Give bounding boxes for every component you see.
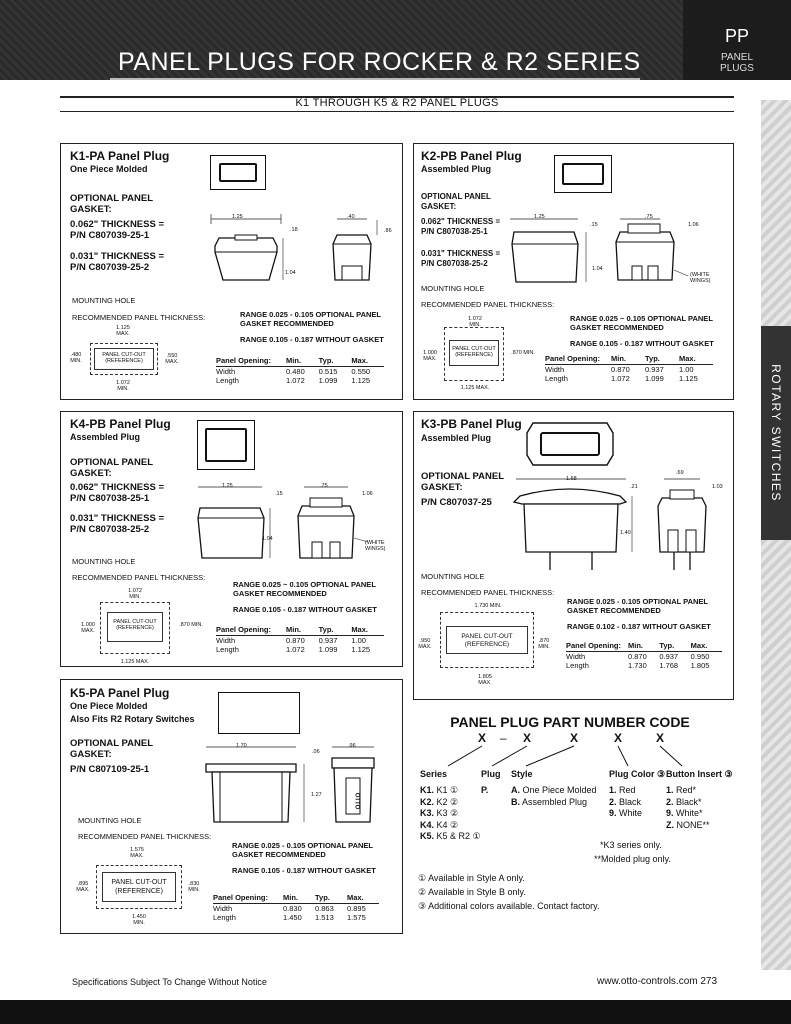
- insert-list: [666, 785, 710, 831]
- k3-part-number: P/N C807037-25: [421, 497, 492, 508]
- k2-subtitle: Assembled Plug: [421, 164, 492, 174]
- k3-dim-depth: .69: [676, 470, 684, 476]
- k1-subtitle: One Piece Molded: [70, 164, 148, 174]
- k2-gasket-label: OPTIONAL PANEL GASKET:: [421, 192, 491, 211]
- k2-title: K2-PB Panel Plug: [421, 149, 522, 163]
- k2-white-wings: (WHITE WINGS): [690, 272, 711, 284]
- k5-range-gasket: RANGE 0.025 - 0.105 OPTIONAL PANEL GASKET RECOMMENDED: [232, 841, 374, 859]
- k4-white-wings: (WHITE WINGS): [365, 540, 386, 552]
- k4-dim-depth: .75: [320, 483, 328, 489]
- code-pos-plug: X: [523, 731, 532, 745]
- note-molded-only: **Molded plug only.: [594, 854, 671, 864]
- list-item: K4. K4 ②: [420, 819, 459, 830]
- subhead: K1 THROUGH K5 & R2 PANEL PLUGS: [295, 97, 499, 109]
- k3-side-drawing: [510, 470, 730, 580]
- k5-subtitle-2: Also Fits R2 Rotary Switches: [70, 714, 195, 724]
- k3-dim-height: 1.40: [620, 530, 631, 536]
- k2-dim-width: 1.25: [534, 214, 545, 220]
- k1-dim-height: 1.04: [285, 270, 296, 276]
- k5-subtitle: One Piece Molded: [70, 701, 148, 711]
- k4-title: K4-PB Panel Plug: [70, 417, 171, 431]
- footer-disclaimer: Specifications Subject To Change Without Notice: [72, 977, 267, 987]
- col-insert-header: Button Insert ③: [666, 769, 733, 779]
- k5-dim-width: 1.70: [236, 743, 247, 749]
- k3-range-gasket: RANGE 0.025 - 0.105 OPTIONAL PANEL GASKET RECOMMENDED: [567, 597, 709, 615]
- code-pos-color: X: [614, 731, 623, 745]
- code-pos-style: X: [570, 731, 579, 745]
- k2-dim-side: 1.06: [688, 222, 699, 228]
- k5-spec-table: Panel Opening: Min. Typ. Max. Width 0.830 0.863 0.895 Length 1.450 1.513 1.575: [213, 893, 379, 922]
- k2-cut-bottom: 1.125 MAX.: [460, 385, 490, 391]
- table-row: Width 0.830 0.863 0.895: [213, 904, 366, 913]
- k5-cut-bottom: 1.450 MIN.: [132, 914, 146, 926]
- k2-gasket-option-2: 0.031" THICKNESS = P/N C807038-25-2: [421, 249, 501, 268]
- color-list: [609, 785, 642, 820]
- k2-mounting-hole: MOUNTING HOLE: [421, 284, 485, 293]
- section-tab: [683, 0, 791, 80]
- k1-rec-thickness: RECOMMENDED PANEL THICKNESS:: [72, 313, 206, 322]
- k4-subtitle: Assembled Plug: [70, 432, 141, 442]
- k1-gasket-label: OPTIONAL PANEL GASKET:: [70, 193, 154, 215]
- k4-top-view-inner: [205, 428, 247, 462]
- k2-dim-height: 1.04: [592, 266, 603, 272]
- list-item: A. One Piece Molded: [511, 785, 597, 795]
- table-row: Length 1.450 1.513 1.575: [213, 913, 366, 922]
- k5-cut-top: 1.575 MAX.: [130, 847, 144, 859]
- k2-cutout-label: PANEL CUT-OUT (REFERENCE): [452, 346, 496, 358]
- k4-dim-height: 1.04: [262, 536, 273, 542]
- k5-mounting-hole: MOUNTING HOLE: [78, 816, 142, 825]
- list-item: 9. White: [609, 808, 643, 818]
- k2-gasket-option-1: 0.062" THICKNESS = P/N C807038-25-1: [421, 217, 501, 236]
- k3-cut-bottom: 1.805 MAX.: [478, 674, 492, 686]
- k4-gasket-option-2: 0.031" THICKNESS = P/N C807038-25-2: [70, 513, 164, 535]
- k5-dim-height: 1.27: [311, 792, 322, 798]
- k3-subtitle: Assembled Plug: [421, 433, 492, 443]
- k2-dim-depth: .75: [645, 214, 653, 220]
- k5-side-drawing: [200, 738, 390, 838]
- table-row: Width 0.870 0.937 1.00: [216, 636, 366, 645]
- k4-gasket-label: OPTIONAL PANEL GASKET:: [70, 457, 154, 479]
- bottom-bar: [0, 1000, 791, 1024]
- k4-dim-side: 1.06: [362, 491, 373, 497]
- k3-title: K3-PB Panel Plug: [421, 417, 522, 431]
- k1-top-view-inner: [219, 163, 257, 182]
- code-dash: –: [500, 731, 507, 745]
- k4-dim-flange: .15: [275, 491, 283, 497]
- style-list: [511, 785, 597, 808]
- k1-dim-flange: .18: [290, 227, 298, 233]
- k1-gasket-option-2: 0.031" THICKNESS = P/N C807039-25-2: [70, 251, 164, 273]
- k5-gasket-label: OPTIONAL PANEL GASKET:: [70, 738, 154, 760]
- k4-cut-right: .870 MIN.: [179, 622, 203, 628]
- k1-cut-right: .550 MAX.: [165, 353, 179, 365]
- k1-dim-width: 1.25: [232, 214, 243, 220]
- k2-cut-top: 1.072 MIN.: [468, 316, 482, 328]
- k3-dim-side: 1.03: [712, 484, 723, 490]
- list-item: B. Assembled Plug: [511, 796, 588, 807]
- k5-top-view: [218, 692, 300, 734]
- plug-value: P.: [481, 785, 489, 795]
- k2-top-view-inner: [562, 163, 604, 185]
- k4-cutout-label: PANEL CUT-OUT (REFERENCE): [113, 619, 157, 631]
- table-row: Length 1.730 1.768 1.805: [566, 661, 710, 670]
- list-item: Z. NONE**: [666, 819, 710, 830]
- k3-cut-top: 1.730 MIN.: [474, 603, 502, 609]
- page-header: [0, 0, 791, 80]
- k5-dim-flange: .06: [312, 749, 320, 755]
- section-tab-label: PANEL PLUGS: [720, 52, 754, 74]
- list-item: 9. White*: [666, 808, 703, 818]
- k3-dim-width: 1.68: [566, 476, 577, 482]
- k3-mounting-hole: MOUNTING HOLE: [421, 572, 485, 581]
- code-pos-series: X: [478, 731, 487, 745]
- k3-cut-left: .950 MAX.: [418, 638, 432, 650]
- k2-cut-left: 1.000 MAX.: [423, 350, 437, 362]
- footer-website-page[interactable]: www.otto-controls.com 273: [597, 976, 718, 987]
- k5-cutout-label: PANEL CUT-OUT (REFERENCE): [111, 879, 167, 895]
- code-pos-insert: X: [656, 731, 665, 745]
- k1-side-drawing: [205, 210, 395, 300]
- k1-dim-side: .86: [384, 228, 392, 234]
- k3-dim-flange: .21: [630, 484, 638, 490]
- k3-cut-right: .870 MIN.: [538, 638, 550, 650]
- k4-spec-table: Panel Opening: Min. Typ. Max. Width 0.870 0.937 1.00 Length 1.072 1.099 1.125: [216, 625, 384, 654]
- k5-brand-mark: OTTO: [353, 792, 360, 810]
- k2-rec-thickness: RECOMMENDED PANEL THICKNESS:: [421, 300, 555, 309]
- code-leader-lines: [420, 744, 700, 770]
- k4-gasket-option-1: 0.062" THICKNESS = P/N C807038-25-1: [70, 482, 164, 504]
- k1-range-gasket: RANGE 0.025 - 0.105 OPTIONAL PANEL GASKET RECOMMENDED: [240, 310, 382, 328]
- footnote-2: ② Available in Style B only.: [418, 887, 526, 897]
- k4-rec-thickness: RECOMMENDED PANEL THICKNESS:: [72, 573, 206, 582]
- list-item: 1. Red: [609, 785, 636, 795]
- k1-gasket-option-1: 0.062" THICKNESS = P/N C807039-25-1: [70, 219, 164, 241]
- k5-part-number: P/N C807109-25-1: [70, 764, 150, 775]
- k1-cutout-label: PANEL CUT-OUT (REFERENCE): [102, 352, 146, 364]
- series-list: [420, 785, 481, 843]
- k3-spec-table: Panel Opening: Min. Typ. Max. Width 0.870 0.937 0.950 Length 1.730 1.768 1.805: [566, 641, 722, 670]
- table-row: Length 1.072 1.099 1.125: [216, 645, 371, 654]
- list-item: 2. Black: [609, 796, 642, 807]
- k4-cut-top: 1.072 MIN.: [128, 588, 142, 600]
- table-row: Width 0.870 0.937 1.00: [545, 365, 694, 374]
- k2-range-no-gasket: RANGE 0.105 - 0.187 WITHOUT GASKET: [570, 339, 714, 348]
- k1-dim-depth: .40: [347, 214, 355, 220]
- k2-spec-table: Panel Opening: Min. Typ. Max. Width 0.870 0.937 1.00 Length 1.072 1.099 1.125: [545, 354, 713, 383]
- k4-cut-bottom: 1.125 MAX.: [120, 659, 150, 665]
- k4-cut-left: 1.000 MAX.: [81, 622, 95, 634]
- col-style-header: Style: [511, 769, 533, 779]
- k4-side-drawing: [190, 478, 390, 568]
- k5-cut-right: .830 MIN.: [188, 881, 200, 893]
- col-color-header: Plug Color ③: [609, 769, 666, 779]
- list-item: K2. K2 ②: [420, 796, 459, 807]
- k5-rec-thickness: RECOMMENDED PANEL THICKNESS:: [78, 832, 212, 841]
- k4-range-no-gasket: RANGE 0.105 - 0.187 WITHOUT GASKET: [233, 605, 377, 614]
- k2-dim-flange: .15: [590, 222, 598, 228]
- list-item: K1. K1 ①: [420, 785, 459, 795]
- note-k3-only: *K3 series only.: [600, 840, 662, 850]
- k3-rec-thickness: RECOMMENDED PANEL THICKNESS:: [421, 588, 555, 597]
- footnote-1: ① Available in Style A only.: [418, 873, 525, 883]
- k5-range-no-gasket: RANGE 0.105 - 0.187 WITHOUT GASKET: [232, 866, 376, 875]
- k2-range-gasket: RANGE 0.025 ~ 0.105 OPTIONAL PANEL GASKET RECOMMENDED: [570, 314, 713, 332]
- list-item: K5. K5 & R2 ①: [420, 831, 481, 841]
- k3-top-view: [525, 421, 615, 467]
- k3-range-no-gasket: RANGE 0.102 - 0.187 WITHOUT GASKET: [567, 622, 711, 631]
- k3-gasket-label: OPTIONAL PANEL GASKET:: [421, 471, 505, 493]
- k1-title: K1-PA Panel Plug: [70, 149, 170, 163]
- table-row: Width 0.870 0.937 0.950: [566, 652, 710, 661]
- page-title: PANEL PLUGS FOR ROCKER & R2 SERIES: [118, 48, 641, 76]
- table-row: Width 0.480 0.515 0.550: [216, 367, 371, 376]
- k4-dim-width: 1.25: [222, 483, 233, 489]
- k1-mounting-hole: MOUNTING HOLE: [72, 296, 136, 305]
- col-plug-header: Plug: [481, 769, 501, 779]
- list-item: 1. Red*: [666, 785, 697, 795]
- list-item: 2. Black*: [666, 796, 702, 807]
- k4-range-gasket: RANGE 0.025 ~ 0.105 OPTIONAL PANEL GASKET RECOMMENDED: [233, 580, 376, 598]
- k1-cut-left: .480 MIN.: [70, 352, 82, 364]
- k2-cut-right: .870 MIN.: [511, 350, 535, 356]
- k1-spec-table: Panel Opening: Min. Typ. Max. Width 0.480 0.515 0.550 Length 1.072 1.099 1.125: [216, 356, 384, 385]
- k3-cutout-label: PANEL CUT-OUT (REFERENCE): [461, 633, 513, 648]
- k4-mounting-hole: MOUNTING HOLE: [72, 557, 136, 566]
- k1-cut-top: 1.125 MAX.: [116, 325, 130, 337]
- footnote-3: ③ Additional colors available. Contact factory.: [418, 901, 600, 911]
- k5-cut-left: .895 MAX.: [76, 881, 90, 893]
- k1-range-no-gasket: RANGE 0.105 - 0.187 WITHOUT GASKET: [240, 335, 384, 344]
- part-number-code-title: PANEL PLUG PART NUMBER CODE: [450, 714, 690, 730]
- list-item: K3. K3 ②: [420, 808, 459, 818]
- subhead-rule-bottom: [60, 111, 734, 112]
- side-category-label: ROTARY SWITCHES: [769, 364, 783, 502]
- section-tab-code: PP: [724, 26, 749, 46]
- k5-dim-depth: .96: [348, 743, 356, 749]
- k1-cut-bottom: 1.072 MIN.: [116, 380, 130, 392]
- table-row: Length 1.072 1.099 1.125: [545, 374, 698, 383]
- col-series-header: Series: [420, 769, 448, 779]
- title-underline: [110, 78, 640, 80]
- k5-title: K5-PA Panel Plug: [70, 686, 170, 700]
- table-row: Length 1.072 1.099 1.125: [216, 376, 371, 385]
